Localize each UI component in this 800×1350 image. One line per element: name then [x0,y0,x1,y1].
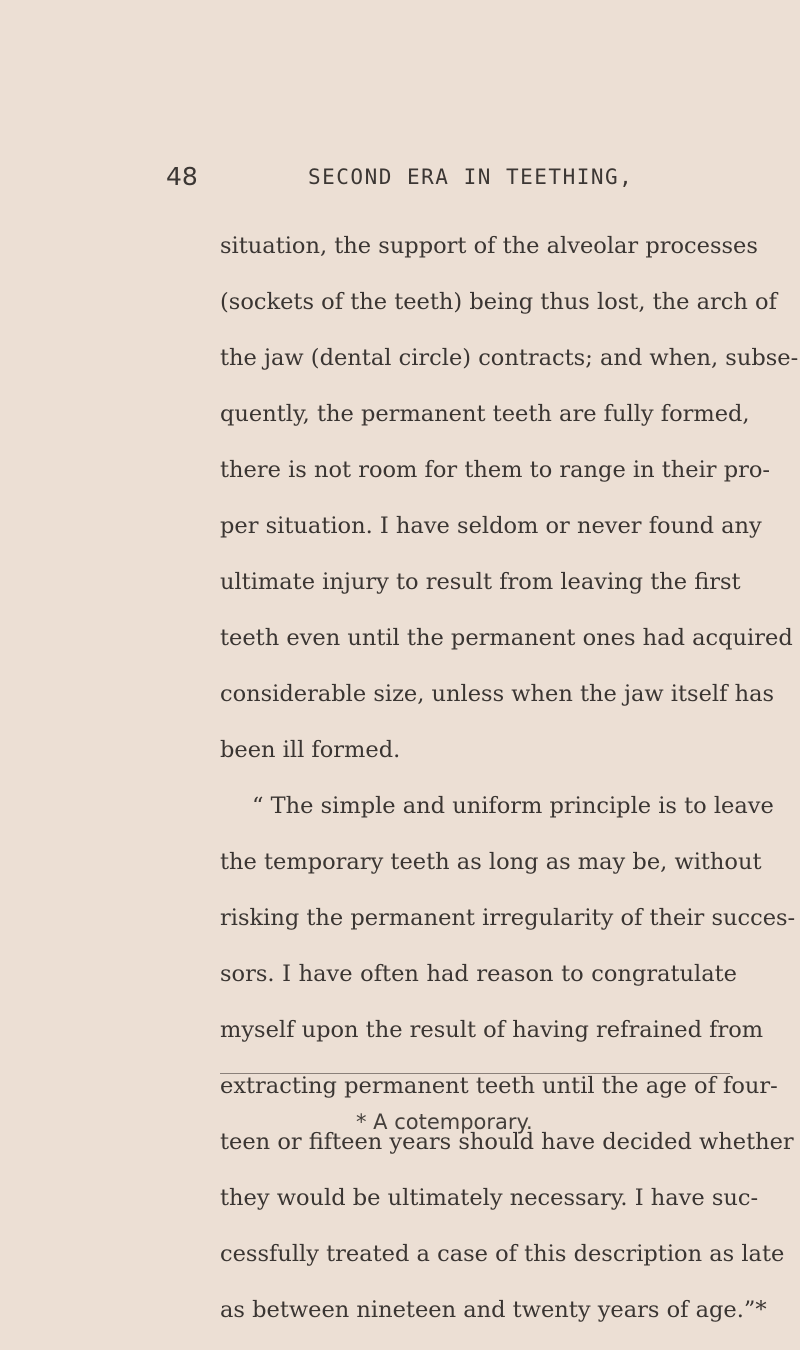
text-line: been ill formed. [220,737,401,763]
text-line: they would be ultimately necessary. I have suc- [220,1185,759,1211]
text-line: situation, the support of the alveolar processes [220,233,758,259]
text-line: extracting permanent teeth until the age of four- [220,1073,778,1099]
text-line: ultimate injury to result from leaving the first [220,569,741,595]
text-line: myself upon the result of having refrained from [220,1017,764,1043]
text-line: as between nineteen and twenty years of age.”* [220,1297,767,1323]
text-line: risking the permanent irregularity of their succes- [220,905,796,931]
footnote-divider [220,1073,730,1074]
text-line: there is not room for them to range in their pro- [220,457,771,483]
running-head: SECOND ERA IN TEETHING, [308,165,634,189]
footnote: * A cotemporary. [356,1110,533,1134]
body-text [220,218,799,1338]
text-line: “ The simple and uniform principle is to leave [252,793,774,819]
text-line: (sockets of the teeth) being thus lost, the arch of [220,289,777,315]
text-line: per situation. I have seldom or never found any [220,513,762,539]
text-line: the temporary teeth as long as may be, without [220,849,762,875]
text-line: teeth even until the permanent ones had acquired [220,625,793,651]
text-line: quently, the permanent teeth are fully formed, [220,401,750,427]
text-line: teen or fifteen years should have decided whether [220,1129,794,1155]
text-line: the jaw (dental circle) contracts; and when, subse- [220,345,799,371]
text-line: sors. I have often had reason to congratulate [220,961,737,987]
text-line: cessfully treated a case of this description as late [220,1241,785,1267]
page-header [0,162,800,202]
page-number: 48 [166,162,198,191]
text-line: considerable size, unless when the jaw itself has [220,681,775,707]
